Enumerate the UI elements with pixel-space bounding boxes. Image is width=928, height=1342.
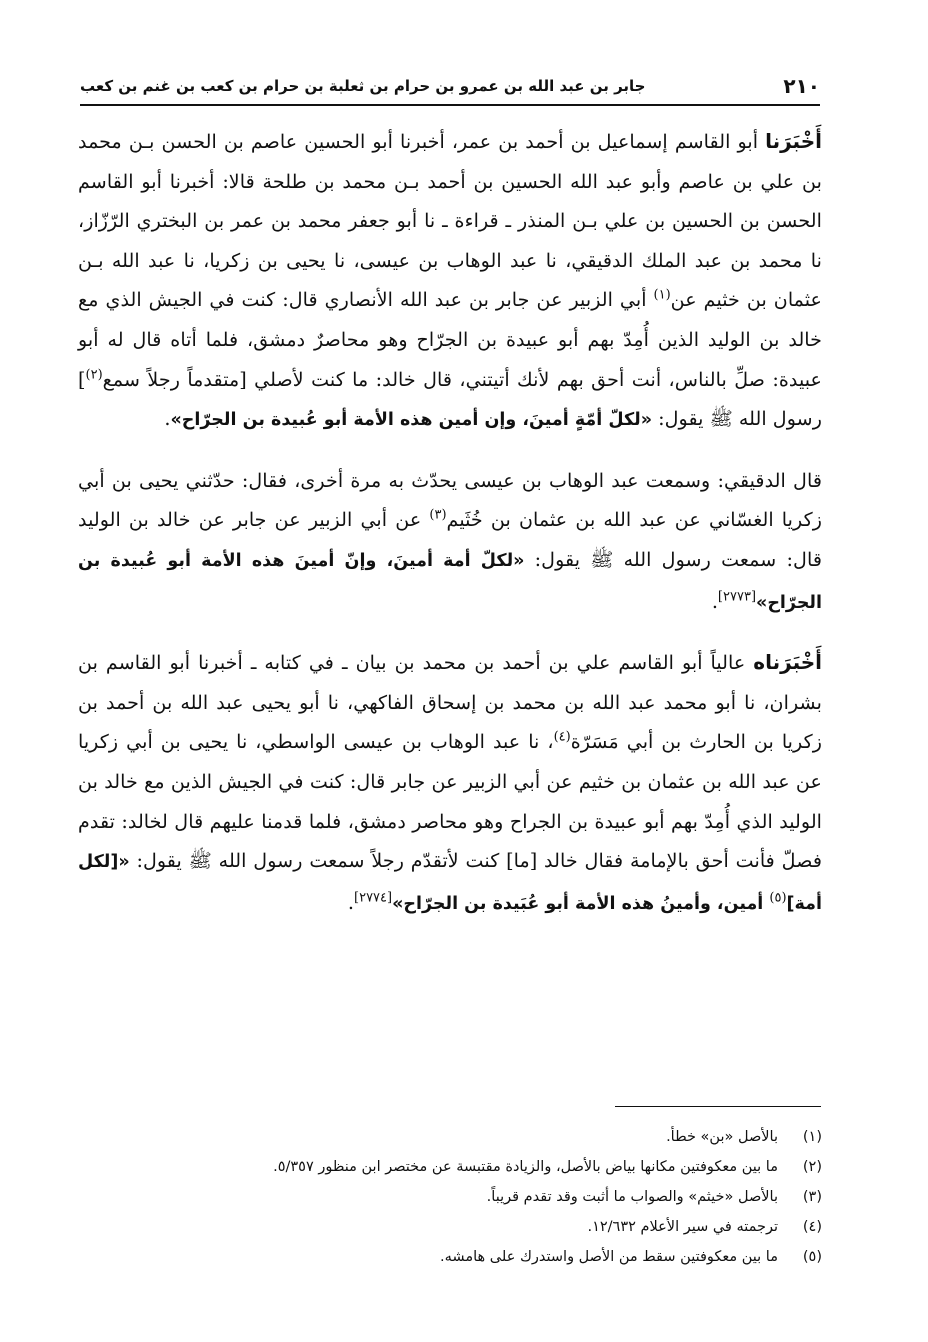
- main-text: [78, 122, 822, 944]
- footnote-text: ما بين معكوفتين مكانها بياض بالأصل، والزيادة مقتبسة عن مختصر ابن منظور ٥/٣٥٧.: [273, 1159, 778, 1175]
- isnad-keyword: أَخْبَرَناه: [753, 650, 822, 675]
- paragraph-end: .: [164, 407, 171, 431]
- hadith-text: «[لكل أمة]: [78, 852, 822, 914]
- hadith-text: «لكلّ أمة أمينَ، وإنّ أمينَ هذه الأمة أبو عُبيدة بن الجرّاح»: [78, 550, 822, 613]
- paragraph-text: عن أبي الزبير عن جابر عن خالد بن الوليد قال: سمعت رسول الله ﷺ يقول:: [78, 508, 822, 571]
- paragraph-text: قال الدقيقي: وسمعت عبد الوهاب بن عيسى يحدّث به مرة أخرى، فقال: حدّثني يحيى بن أبي زكريا الغسّاني عن عبد الله بن عثمان بن خُثَيم: [78, 468, 822, 532]
- footnote-number: (٤): [802, 1219, 822, 1235]
- paragraph-text: ، نا عبد الوهاب بن عيسى الواسطي، نا يحيى بن أبي زكريا عن عبد الله بن عثمان بن خثيم عن أبي الزبير عن جابر قال: كنت في الجيش الذين مع خالد بن الوليد الذي أُمِدّ بهم أبو عبيدة بن الجراح وهو محاصر دمشق، فلما قدمنا عليهم قال لخالد: تقدم فصلّ فأنت أحق بالإمامة فقال خالد [ما] كنت لأتقدّم رجلاً سمعت رسول الله ﷺ يقول:: [78, 730, 822, 873]
- hadith-number: [٢٧٧٤]: [354, 890, 393, 906]
- footnote-text: ما بين معكوفتين سقط من الأصل واستدرك على هامشه.: [440, 1249, 778, 1265]
- footnote-text: بالأصل «خيثم» والصواب ما أثبت وقد تقدم قريباً.: [486, 1189, 778, 1205]
- footnote-ref: (٣): [429, 507, 447, 523]
- hadith-text: «لكلّ أمّةٍ أمينَ، وإن أمين هذه الأمة أبو عُبيدة بن الجرّاح»: [170, 410, 653, 431]
- footnote-item: [110, 1242, 822, 1272]
- running-header: [80, 68, 820, 106]
- footnote-ref: (٥): [769, 890, 787, 906]
- page-number: ٢١٠: [783, 74, 820, 98]
- paragraph-text: أبو القاسم إسماعيل بن أحمد بن عمر، أخبرنا أبو الحسين عاصم بن الحسن بـن محمد بن علي بن عاصم وأبو عبد الله الحسين بن أحمد بـن محمد بن طلحة قالا: أخبرنا أبو القاسم الحسن بن الحسين بن علي بـن المنذر ـ قراءة ـ نا أبو جعفر محمد بن عمر بن البختري الرّزّاز، نا محمد بن عبد الملك الدقيقي، نا عبد الوهاب بن عيسى، نا يحيى بن زكريا، نا عبد الله بـن عثمان بن خثيم عن: [78, 130, 823, 312]
- paragraph-end: .: [347, 890, 355, 914]
- footnote-item: [110, 1122, 822, 1152]
- paragraph-3: [78, 643, 822, 924]
- footnote-number: (٣): [802, 1189, 822, 1205]
- paragraph-1: [78, 122, 822, 441]
- paragraph-end: .: [711, 589, 718, 613]
- footnote-ref: (١): [653, 287, 671, 303]
- footnote-text: ترجمته في سير الأعلام ١٢/٦٣٢.: [587, 1219, 778, 1235]
- paragraph-text: عالياً أبو القاسم علي بن أحمد بن محمد بن بيان ـ في كتابه ـ أخبرنا أبو القاسم بن بشران، نا أبو محمد عبد الله بن محمد بن إسحاق الفاكهي، نا أبو يحيى عبد الله بن أحمد بن زكريا بن الحارث بن أبي مَسَرّة: [78, 651, 822, 754]
- hadith-text: أمين، وأمينُ هذه الأمة أبو عُبَيدة بن الجرّاح»: [392, 893, 770, 914]
- footnote-number: (٥): [802, 1249, 822, 1265]
- footnote-item: [110, 1182, 822, 1212]
- isnad-keyword: أَخْبَرَنا: [765, 129, 822, 153]
- footnote-number: (١): [802, 1129, 822, 1145]
- footnote-ref: (٤): [553, 729, 571, 745]
- paragraph-2: [78, 461, 822, 623]
- footnotes: [110, 1122, 822, 1272]
- footnote-number: (٢): [802, 1159, 822, 1175]
- paragraph-text: ] رسول الله ﷺ يقول:: [78, 367, 822, 431]
- running-title: جابر بن عبد الله بن عمرو بن حرام بن ثعلبة بن حرام بن كعب بن غنم بن كعب: [80, 77, 646, 95]
- footnote-item: [110, 1212, 822, 1242]
- footnote-separator: [615, 1106, 821, 1107]
- paragraph-text: أبي الزبير عن جابر بن عبد الله الأنصاري قال: كنت في الجيش الذي مع خالد بن الوليد الذين أُمِدّ بهم أبو عبيدة بن الجرّاح وهو محاصرٌ دمشق، فلما أتاه قال له أبو عبيدة: صلِّ بالناس، أنت أحق بهم لأنك أتيتني، قال خالد: ما كنت لأصلي [متقدماً رجلاً سمع: [78, 288, 822, 391]
- footnote-ref: (٢): [85, 367, 103, 383]
- hadith-number: [٢٧٧٣]: [717, 589, 757, 605]
- footnote-text: بالأصل «بن» خطأ.: [666, 1129, 778, 1145]
- footnote-item: [110, 1152, 822, 1182]
